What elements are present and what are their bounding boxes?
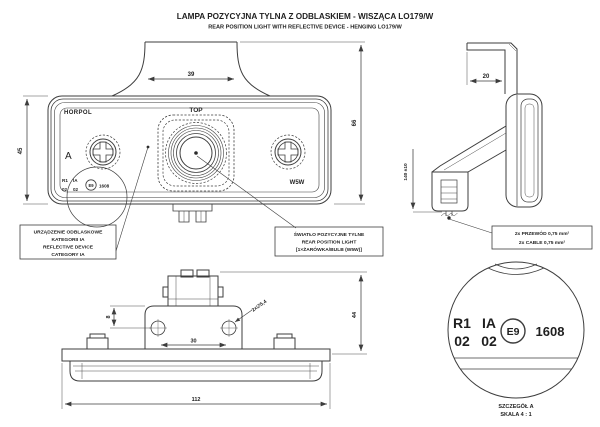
dim-20: 20 (482, 74, 490, 80)
callout-reflective-device (20, 225, 116, 259)
dim-cable-length: 140 ±10 (404, 163, 409, 181)
cable-leader-line (449, 219, 492, 233)
top-label: TOP (189, 107, 203, 114)
callout-cable (492, 226, 592, 249)
detail-02b: 02 (481, 333, 497, 349)
detail-a-circle (67, 167, 127, 227)
side-lamp-profile (506, 94, 542, 207)
bottom-view-outline (62, 270, 330, 381)
callout-line: REAR POSITION LIGHT (301, 240, 357, 246)
side-lens-inner (525, 104, 534, 197)
side-dimensions (403, 52, 502, 212)
detail-caption: SZCZEGÓŁ A (498, 404, 534, 410)
socket-detail-lines (441, 187, 457, 199)
hole-note-leader (235, 310, 252, 322)
marking-02b: 02 (73, 187, 79, 192)
screw-head-inner (93, 142, 113, 162)
callout-line: REFLECTIVE DEVICE (42, 245, 94, 251)
front-view (18, 42, 365, 251)
connector-pin-lines (184, 211, 201, 222)
marking-02a: 02 (62, 187, 68, 192)
screw-boss-dashed (86, 135, 120, 169)
marking-code: 1608 (99, 183, 110, 189)
hole-note: 2x∅5,4 (250, 298, 269, 314)
bulb-label: W5W (289, 180, 305, 186)
extension-lines (413, 52, 467, 212)
center-lens (158, 115, 234, 191)
bulb-socket (441, 180, 457, 203)
dim-8: 8 (106, 315, 112, 319)
detail-ia: IA (482, 315, 496, 331)
detail-scale: SKALA 4 : 1 (500, 412, 532, 418)
title-block (177, 12, 434, 31)
detail-code: 1608 (535, 324, 565, 339)
dim-112: 112 (191, 397, 201, 403)
brand-label: HORPOL (64, 110, 93, 116)
leader-lines (116, 147, 296, 251)
callout-line: 2x PRZEWÓD 0,75 mm² (514, 232, 570, 237)
screw-head-inner (278, 142, 298, 162)
title-english: REAR POSITION LIGHT WITH REFLECTIVE DEVICE - HENGING LO179/W (208, 24, 402, 31)
dim-45: 45 (18, 147, 24, 155)
marking-r1: R1 (62, 178, 68, 183)
side-bracket-outline (467, 43, 517, 94)
callout-line: CATEGORY IA (51, 253, 85, 258)
bottom-view-detail-lines (73, 276, 319, 379)
lens-center-dot (194, 151, 198, 155)
lamp-face (60, 108, 319, 192)
housing-inner-line (444, 133, 506, 170)
detail-a-view (448, 262, 584, 418)
dim-66: 66 (352, 119, 358, 127)
lamp-rim-line (55, 103, 325, 198)
detail-ref-label: A (65, 151, 72, 162)
screw-head-outer (275, 139, 301, 165)
detail-e-mark: E9 (506, 326, 520, 338)
cable-strain-marks (441, 213, 458, 216)
marking-ia: IA (73, 178, 78, 183)
hanging-bracket-outline (112, 42, 270, 96)
e-mark: E9 (88, 183, 94, 188)
lens-edge-chords (454, 358, 578, 369)
callout-position-light (275, 227, 383, 256)
dim-44: 44 (352, 311, 358, 319)
bulb-holder-housing (432, 126, 506, 211)
callout-line: KATEGORII IA (51, 238, 85, 243)
left-screw (86, 135, 120, 169)
hole-centerlines (149, 319, 238, 337)
dim-30: 30 (190, 338, 197, 345)
title-polish: LAMPA POZYCYJNA TYLNA Z ODBLASKIEM - WISZĄCA LO179/W (176, 12, 434, 21)
side-view (403, 43, 542, 233)
screw-head-outer (90, 139, 116, 165)
screw-boss-dashed (271, 135, 305, 169)
screw-edge-arcs (488, 264, 544, 275)
detail-marking (453, 315, 564, 349)
right-screw (271, 135, 305, 169)
bottom-view (62, 270, 367, 409)
side-lens-profile (521, 99, 538, 202)
callout-line: 2x CABLE 0,75 mm² (518, 241, 566, 246)
callout-line: [1×ŻARÓWKA/BULB (W5W)] (296, 248, 362, 253)
detail-02a: 02 (454, 333, 470, 349)
dim-39: 39 (187, 72, 195, 78)
callout-line: ŚWIATŁO POZYCYJNE TYLNE (293, 233, 365, 238)
bottom-connector (173, 204, 212, 222)
detail-r1: R1 (453, 315, 471, 331)
callout-line: URZĄDZENIE ODBLASKOWE (33, 230, 103, 236)
